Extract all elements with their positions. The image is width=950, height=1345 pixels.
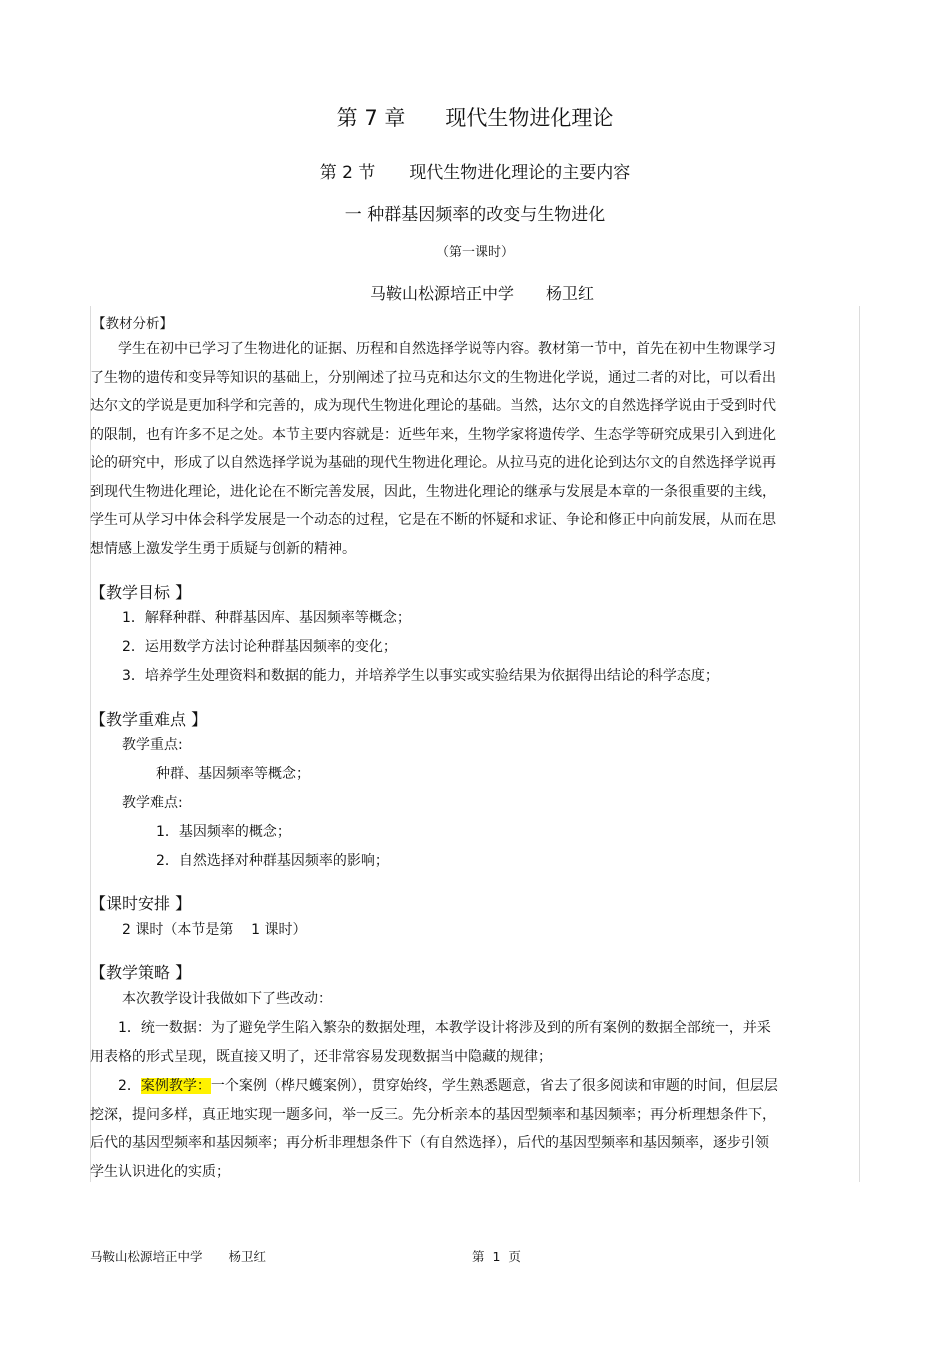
footer-school: 马鞍山松源培正中学: [90, 1249, 203, 1264]
focus-label: 教学重点:: [122, 737, 183, 753]
school-name: 马鞍山松源培正中学: [370, 284, 515, 303]
right-margin-rule: [859, 306, 860, 1182]
section-number: 第 2 节: [319, 163, 376, 183]
strategy-heading: 【教学策略 】: [90, 963, 192, 982]
material-heading: 【教材分析】: [92, 316, 173, 332]
chapter-number: 第 7 章: [336, 106, 406, 130]
goals-heading: 【教学目标 】: [90, 583, 192, 602]
footer-author: [90, 1247, 266, 1265]
chapter-title-line: [0, 102, 950, 132]
strategy-item-2-number: 2．: [118, 1078, 141, 1094]
difficulty-label: 教学难点:: [122, 795, 183, 811]
lesson-label: （第一课时）: [435, 245, 514, 260]
keypoints-heading: 【教学重难点 】: [90, 710, 208, 729]
strategy-item-1: 1．统一数据：为了避免学生陷入繁杂的数据处理，本教学设计将涉及到的所有案例的数据全部统一，并采用表格的形式呈现，既直接又明了，还非常容易发现数据当中隐藏的规律；: [90, 1020, 771, 1065]
strategy-item-2-text: 一个案例（桦尺蠖案例），贯穿始终，学生熟悉题意，省去了很多阅读和审题的时间，但层层挖深，提问多样，真正地实现一题多问，举一反三。先分析亲本的基因型频率和基因频率；再分析理想条件下，后代的基因型频率和基因频率；再分析非理想条件下（有自然选择），后代的基因型频率和基因频率，逐步引领学生认识进化的实质；: [90, 1078, 778, 1180]
page-number: 第 1 页: [472, 1249, 521, 1264]
chapter-title: 现代生物进化理论: [445, 106, 614, 130]
goal-item: 1．解释种群、种群基因库、基因频率等概念；: [122, 610, 411, 626]
goal-item: 2．运用数学方法讨论种群基因频率的变化；: [122, 639, 397, 655]
focus-text: 种群、基因频率等概念；: [156, 766, 310, 782]
schedule-heading: 【课时安排 】: [90, 894, 192, 913]
schedule-text: 2 课时（本节是第 1 课时）: [122, 922, 307, 938]
difficulty-item: 2．自然选择对种群基因频率的影响；: [156, 853, 389, 869]
subsection-title: 一 种群基因频率的改变与生物进化: [344, 205, 606, 225]
strategy-intro: 本次教学设计我做如下了些改动：: [122, 991, 332, 1007]
section-title: 现代生物进化理论的主要内容: [409, 163, 631, 183]
footer-teacher: 杨卫红: [228, 1249, 267, 1264]
difficulty-item: 1．基因频率的概念；: [156, 824, 291, 840]
author-line: [370, 281, 594, 304]
strategy-item-2: [90, 1072, 780, 1186]
highlighted-case-teaching: 案例教学：: [140, 1078, 211, 1094]
section-title-line: [0, 158, 950, 183]
teacher-name: 杨卫红: [546, 284, 595, 303]
material-paragraph: 学生在初中已学习了生物进化的证据、历程和自然选择学说等内容。教材第一节中，首先在初中生物课学习了生物的遗传和变异等知识的基础上，分别阐述了拉马克和达尔文的生物进化学说，通过二者的对比，可以看出达尔文的学说是更加科学和完善的，成为现代生物进化理论的基础。当然，达尔文的自然选择学说由于受到时代的限制，也有许多不足之处。本节主要内容就是：近些年来，生物学家将遗传学、生态学等研究成果引入到进化论的研究中，形成了以自然选择学说为基础的现代生物进化理论。从拉马克的进化论到达尔文的自然选择学说再到现代生物进化理论，进化论在不断完善发展，因此，生物进化理论的继承与发展是本章的一条很重要的主线，学生可从学习中体会科学发展是一个动态的过程，它是在不断的怀疑和求证、争论和修正中向前发展，从而在思想情感上激发学生勇于质疑与创新的精神。: [90, 341, 776, 557]
goal-item: 3．培养学生处理资料和数据的能力，并培养学生以事实或实验结果为依据得出结论的科学态度；: [122, 668, 719, 684]
